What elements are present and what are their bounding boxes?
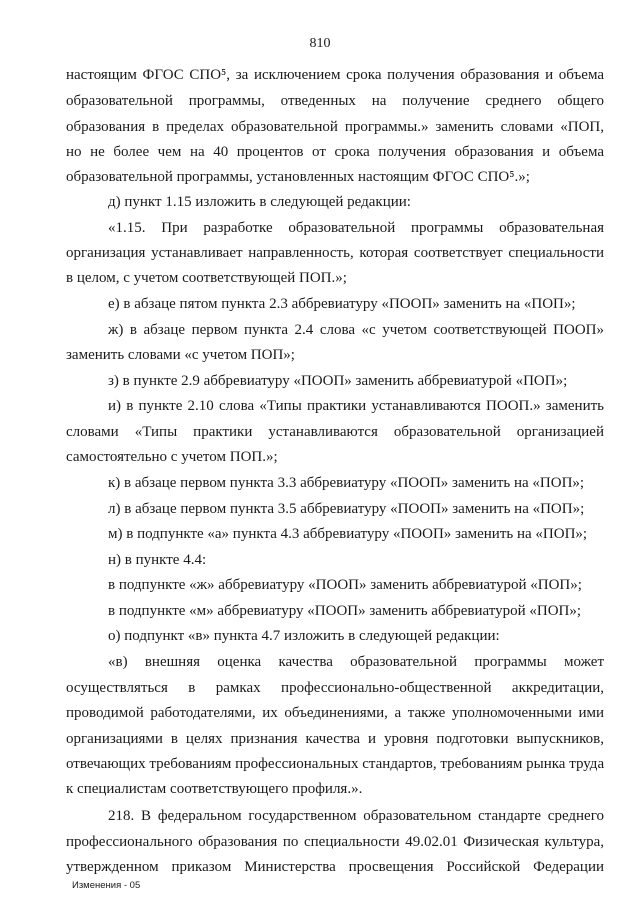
text-line: заменить словами «с учетом ПОП»; [66,347,295,363]
text-line: в подпункте «м» аббревиатуру «ПООП» заменить аббревиатурой «ПОП»; [108,603,582,619]
text-line: организациями в целях признания качества и уровня подготовки выпускников, [66,731,604,747]
text-line: ж) в абзаце первом пункта 2.4 слова «с учетом соответствующей ПООП» [108,322,604,338]
text-line: утвержденном приказом Министерства просвещения Российской Федерации [66,859,604,875]
text-line: в целом, с учетом соответствующей ПОП.»; [66,270,347,286]
text-line: н) в пункте 4.4: [108,552,207,568]
text-line: но не более чем на 40 процентов от срока получения образования и объема [66,144,604,160]
text-line: м) в подпункте «а» пункта 4.3 аббревиатуру «ПООП» заменить на «ПОП»; [108,526,588,542]
text-line: образовательной программы, установленных настоящим ФГОС СПО⁵.»; [66,169,530,185]
text-line: «в) внешняя оценка качества образовательной программы может [108,654,604,670]
text-line: организация устанавливает направленность, которая соответствует специальности [66,245,604,261]
text-line: е) в абзаце пятом пункта 2.3 аббревиатуру «ПООП» заменить на «ПОП»; [108,296,576,312]
text-line: и) в пункте 2.10 слова «Типы практики устанавливаются ПООП.» заменить [108,398,604,414]
text-line: профессионального образования по специальности 49.02.01 Физическая культура, [66,834,604,850]
footer-note: Изменения - 05 [72,880,141,891]
text-line: осуществляться в рамках профессионально-общественной аккредитации, [66,680,604,696]
text-line: к специалистам соответствующего профиля.». [66,781,363,797]
text-line: 218. В федеральном государственном образовательном стандарте среднего [108,808,604,824]
text-line: проводимой работодателями, их объединениями, а также уполномоченными ими [66,705,604,721]
text-line: образовательной программы, отведенных на получение среднего общего [66,93,604,109]
text-line: отвечающих требованиям профессиональных стандартов, требованиям рынка труда [66,756,605,772]
text-line: самостоятельно с учетом ПОП.»; [66,449,278,465]
text-line: о) подпункт «в» пункта 4.7 изложить в следующей редакции: [108,628,500,644]
text-line: образования в пределах образовательной программы.» заменить словами «ПОП, [66,119,604,135]
text-line: настоящим ФГОС СПО⁵, за исключением срока получения образования и объема [66,67,604,83]
text-line: «1.15. При разработке образовательной программы образовательная [108,220,604,236]
text-line: з) в пункте 2.9 аббревиатуру «ПООП» заменить аббревиатурой «ПОП»; [108,373,568,389]
text-line: словами «Типы практики устанавливаются образовательной организацией [66,424,604,440]
text-line: д) пункт 1.15 изложить в следующей редакции: [108,194,411,210]
text-line: в подпункте «ж» аббревиатуру «ПООП» заменить аббревиатурой «ПОП»; [108,577,582,593]
text-line: к) в абзаце первом пункта 3.3 аббревиатуру «ПООП» заменить на «ПОП»; [108,475,585,491]
text-line: л) в абзаце первом пункта 3.5 аббревиатуру «ПООП» заменить на «ПОП»; [108,501,585,517]
page-number: 810 [309,36,331,51]
